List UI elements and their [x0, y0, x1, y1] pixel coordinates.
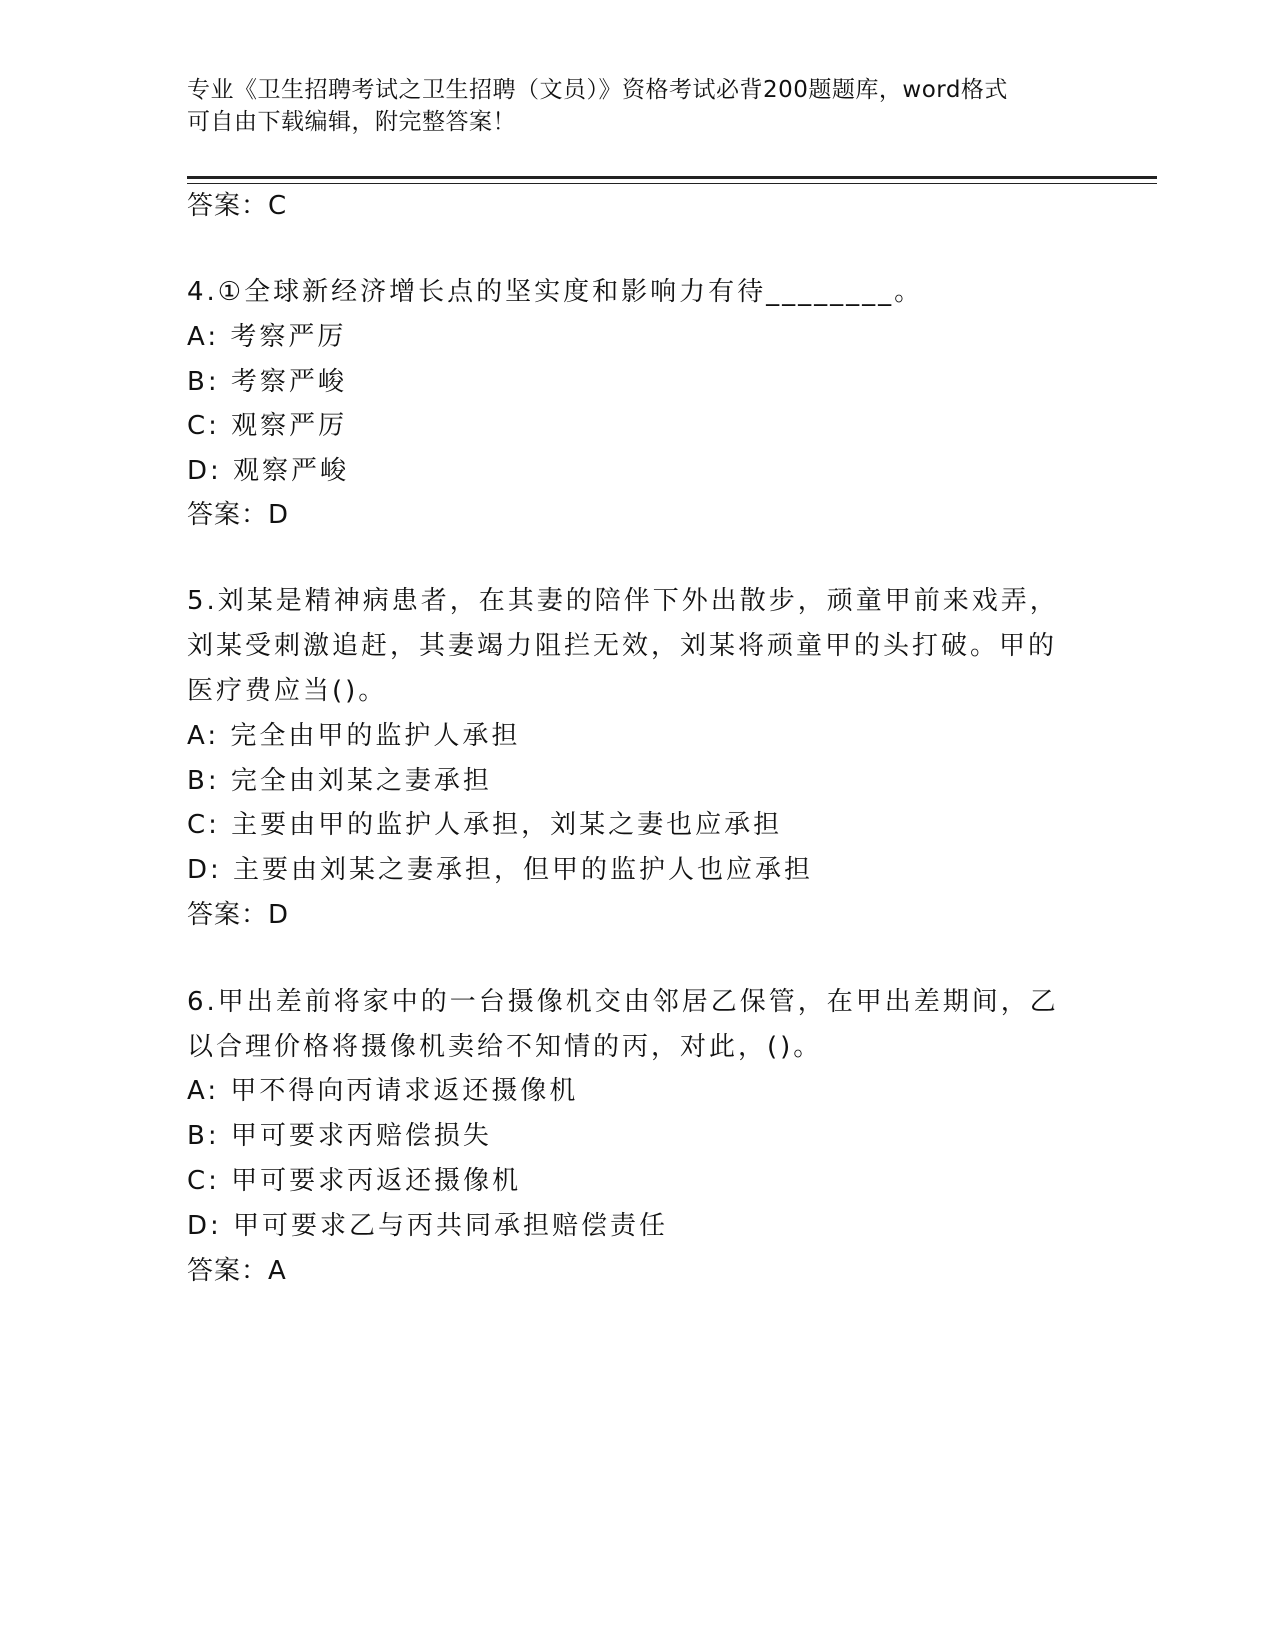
- question-5-option-a: A: 完全由甲的监护人承担: [187, 721, 521, 751]
- header-line-1: 专业《卫生招聘考试之卫生招聘（文员）》资格考试必背200题题库，word格式: [187, 77, 1008, 103]
- question-6-option-d: D: 甲可要求乙与丙共同承担赔偿责任: [187, 1211, 669, 1241]
- question-5-answer: 答案：D: [187, 900, 290, 930]
- question-4-option-c: C: 观察严厉: [187, 411, 348, 441]
- question-5-text-line-1: 5.刘某是精神病患者，在其妻的陪伴下外出散步，顽童甲前来戏弄，: [187, 586, 1059, 616]
- question-4-text: 4.①全球新经济增长点的坚实度和影响力有待________。: [187, 277, 924, 307]
- question-5-text-line-2: 刘某受刺激追赶，其妻竭力阻拦无效，刘某将顽童甲的头打破。甲的: [187, 631, 1058, 661]
- question-6-option-b: B: 甲可要求丙赔偿损失: [187, 1121, 492, 1151]
- question-5-option-b: B: 完全由刘某之妻承担: [187, 766, 492, 796]
- previous-answer: 答案：C: [187, 191, 288, 221]
- header-divider-thick: [187, 176, 1157, 179]
- question-6-answer: 答案：A: [187, 1256, 287, 1286]
- question-5-option-c: C: 主要由甲的监护人承担，刘某之妻也应承担: [187, 810, 783, 840]
- question-5-option-d: D: 主要由刘某之妻承担，但甲的监护人也应承担: [187, 855, 814, 885]
- question-4-answer: 答案：D: [187, 500, 290, 530]
- question-5-text-line-3: 医疗费应当()。: [187, 676, 388, 706]
- question-4-option-b: B: 考察严峻: [187, 367, 347, 397]
- question-6-option-c: C: 甲可要求丙返还摄像机: [187, 1166, 522, 1196]
- document-header: [187, 74, 1067, 138]
- question-6-text-line-1: 6.甲出差前将家中的一台摄像机交由邻居乙保管，在甲出差期间，乙: [187, 987, 1059, 1017]
- header-divider-thin: [187, 183, 1157, 184]
- question-4-option-a: A: 考察严厉: [187, 322, 347, 352]
- question-4-option-d: D: 观察严峻: [187, 456, 350, 486]
- question-6-text-line-2: 以合理价格将摄像机卖给不知情的丙，对此，()。: [187, 1032, 823, 1062]
- question-6-option-a: A: 甲不得向丙请求返还摄像机: [187, 1076, 579, 1106]
- header-line-2: 可自由下载编辑，附完整答案！: [187, 109, 516, 135]
